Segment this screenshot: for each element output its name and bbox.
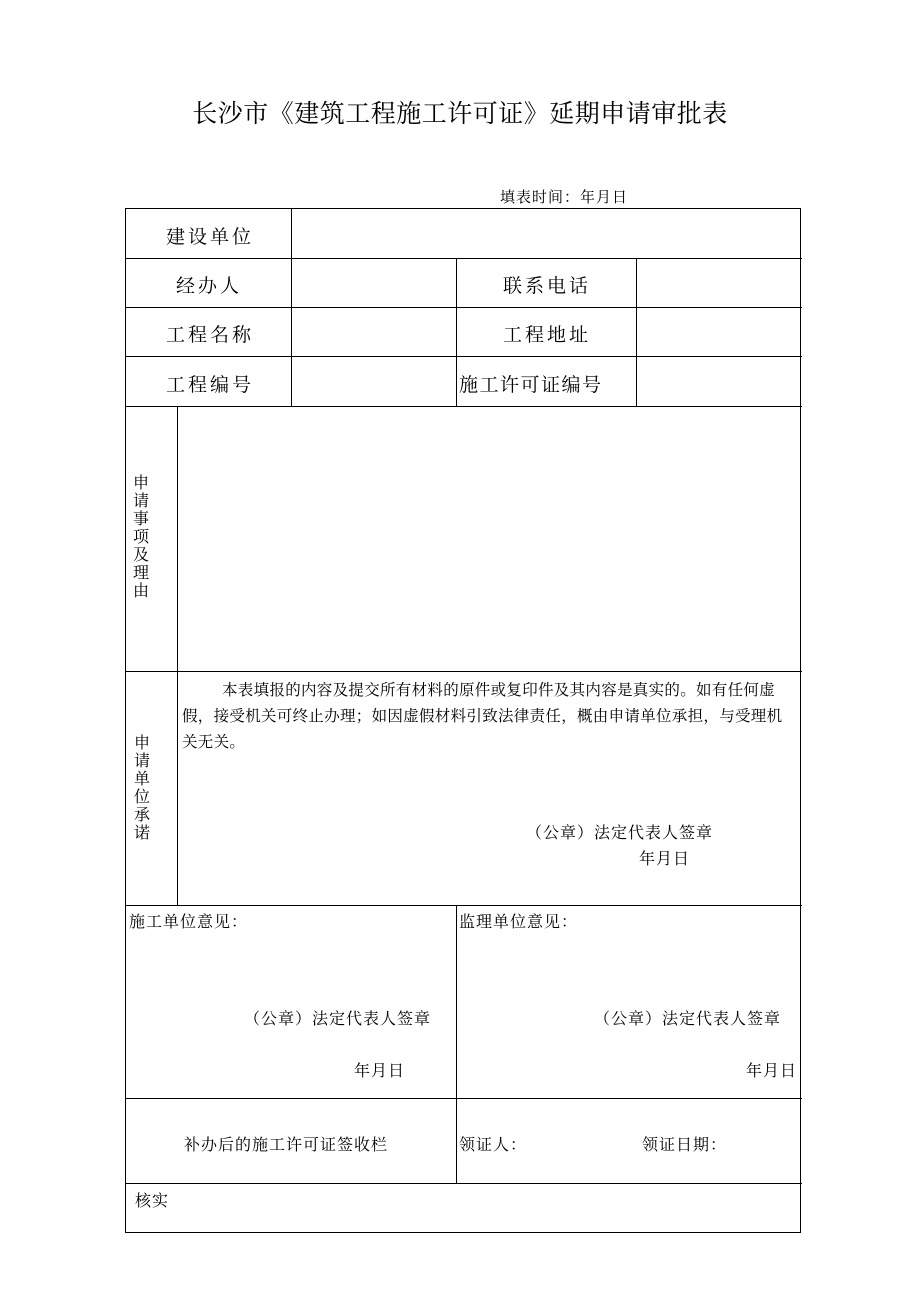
receiver-label: 领证人： [459,1135,528,1154]
permit-number-label: 施工许可证编号 [459,374,603,396]
contractor-seal-label: （公章）法定代表人签章 [244,1009,432,1028]
fill-date-label: 填表时间：年月日 [500,188,629,206]
supervisor-opinion-label: 监理单位意见： [459,912,579,931]
application-reason-label: 申 请 事 项 及 理 由 [132,473,149,600]
handler-field[interactable] [292,259,455,307]
handler-label: 经办人 [176,275,243,297]
receive-date-label: 领证日期： [642,1135,728,1154]
receive-date-field[interactable] [726,1124,800,1160]
contractor-date-label: 年月日 [354,1061,406,1080]
receipt-label: 补办后的施工许可证签收栏 [184,1135,389,1154]
receiver-field[interactable] [536,1124,636,1160]
page-title: 长沙市《建筑工程施工许可证》延期申请审批表 [192,99,728,128]
contractor-opinion-field[interactable] [126,934,455,1004]
application-reason-field[interactable] [178,407,801,671]
construction-unit-label: 建设单位 [166,226,255,248]
commitment-date-label: 年月日 [639,849,691,868]
project-name-label: 工程名称 [166,324,255,346]
contact-phone-label: 联系电话 [503,275,592,297]
project-address-field[interactable] [637,308,801,356]
commitment-seal-label: （公章）法定代表人签章 [526,823,714,842]
project-address-label: 工程地址 [503,324,592,346]
verification-field[interactable] [176,1185,800,1231]
contact-phone-field[interactable] [637,259,801,307]
commitment-text: 本表填报的内容及提交所有材料的原件或复印件及其内容是真实的。如有任何虚假，接受机关可终止办理；如因虚假材料引致法律责任，概由申请单位承担，与受理机关无关。 [182,681,783,751]
verification-label: 核实 [135,1191,170,1210]
project-number-label: 工程编号 [166,374,255,396]
contractor-opinion-label: 施工单位意见： [129,912,249,931]
supervisor-date-label: 年月日 [746,1061,798,1080]
commitment-label: 申 请 单 位 承 诺 [133,733,150,842]
project-number-field[interactable] [292,357,455,406]
project-name-field[interactable] [292,308,455,356]
application-form [125,208,801,1233]
supervisor-opinion-field[interactable] [457,934,801,1004]
construction-unit-field[interactable] [292,209,801,258]
supervisor-seal-label: （公章）法定代表人签章 [594,1009,782,1028]
permit-number-field[interactable] [637,357,801,406]
